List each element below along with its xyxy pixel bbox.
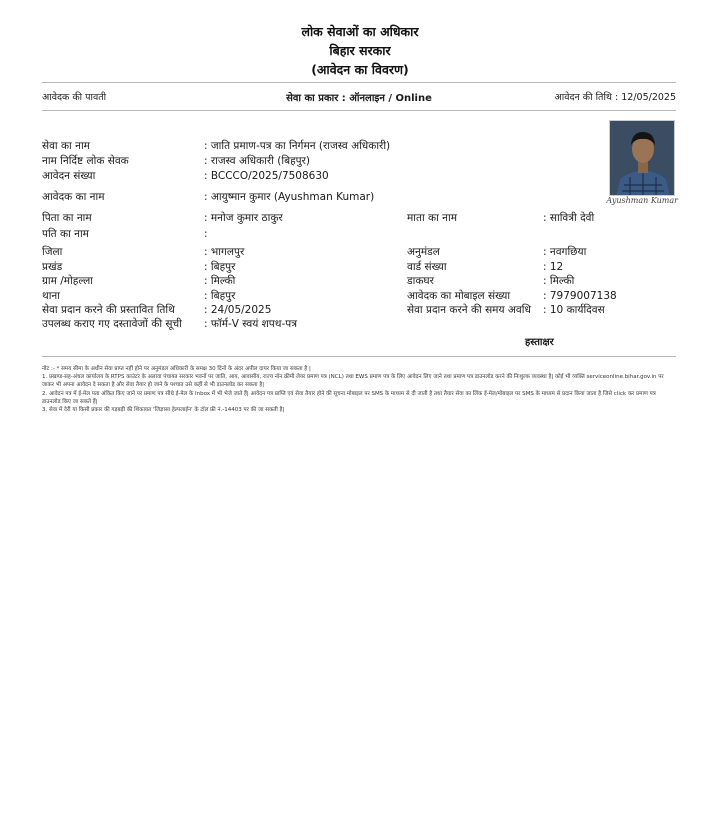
applicant-name-value: : आयुष्मान कुमार (Ayushman Kumar) bbox=[204, 191, 375, 203]
documents-label: उपलब्ध कराए गए दस्तावेजों की सूची bbox=[42, 318, 182, 330]
notes-divider bbox=[42, 356, 676, 357]
block-value: : बिहपुर bbox=[204, 261, 236, 273]
father-name-label: पिता का नाम bbox=[42, 212, 92, 224]
service-name-value: : जाति प्रमाण-पत्र का निर्गमन (राजस्व अधिकारी) bbox=[204, 140, 391, 152]
husband-name-value: : bbox=[204, 228, 208, 240]
subdivision-value: : नवगछिया bbox=[543, 246, 587, 258]
service-type: सेवा का प्रकार : ऑनलाइन / Online bbox=[286, 93, 432, 104]
note-2: 2. आवेदन पत्र में ई-मेल पता अंकित किए जाने पर प्रमाण पत्र सीधे ई-मेल के Inbox में भी भेजे जाते हैं| आवेदन पत्र प्राप्ति एवं सेवा तैयार होने की सूचना मोबाइल पर SMS के माध्यम से दी जाती है तथा तैयार सेवा का लिंक ई-मेल/मोबाइल पर SMS के माध्यम से प्रदान किया जाता है जिसे click कर प्रमाण पत्र डाउनलोड किए जा सकते हैं| bbox=[42, 390, 656, 405]
district-label: जिला bbox=[42, 246, 63, 258]
documents-value: : फॉर्म-V स्वयं शपथ-पत्र bbox=[204, 318, 297, 330]
note-intro: नोट :- * समय सीमा के अधीन सेवा प्राप्त नहीं होने पर अनुमंडल अधिकारी के समक्ष 30 दिनों के अंदर अपील दायर किया जा सकता है | bbox=[42, 366, 311, 372]
mother-name-value: : सावित्री देवी bbox=[543, 212, 595, 224]
police-station-value: : बिहपुर bbox=[204, 290, 236, 302]
application-number-value: : BCCCO/2025/7508630 bbox=[204, 170, 329, 182]
village-label: ग्राम /मोहल्ला bbox=[42, 275, 93, 287]
application-number-label: आवेदन संख्या bbox=[42, 170, 96, 182]
notes-section bbox=[42, 365, 676, 414]
header-government: बिहार सरकार bbox=[329, 43, 391, 58]
block-label: प्रखंड bbox=[42, 261, 63, 273]
officer-value: : राजस्व अधिकारी (बिहपुर) bbox=[204, 155, 311, 167]
village-value: : मिल्की bbox=[204, 275, 236, 287]
ward-label: वार्ड संख्या bbox=[407, 261, 447, 273]
info-divider bbox=[42, 110, 676, 111]
post-office-value: : मिल्की bbox=[543, 275, 575, 287]
signature-label: हस्ताक्षर bbox=[525, 337, 554, 348]
husband-name-label: पति का नाम bbox=[42, 228, 89, 240]
header-title: लोक सेवाओं का अधिकार bbox=[301, 24, 419, 39]
applicant-signature-image: Ayushman Kumar bbox=[606, 196, 678, 205]
mobile-value: : 7979007138 bbox=[543, 290, 617, 302]
service-period-value: : 10 कार्यदिवस bbox=[543, 304, 605, 316]
ward-value: : 12 bbox=[543, 261, 564, 273]
service-name-label: सेवा का नाम bbox=[42, 140, 90, 152]
police-station-label: थाना bbox=[42, 290, 60, 302]
service-period-label: सेवा प्रदान करने की समय अवधि bbox=[407, 304, 531, 316]
officer-label: नाम निर्दिष्ट लोक सेवक bbox=[42, 155, 129, 167]
post-office-label: डाकघर bbox=[407, 275, 434, 287]
delivery-date-value: : 24/05/2025 bbox=[204, 304, 272, 316]
document-header bbox=[0, 22, 720, 79]
note-3: 3. सेवा में देरी या किसी प्रकार की गड़बड़ी की शिकायत 'जिज्ञासा हेल्पलाईन' के टॉल फ्री नं.-14403 पर की जा सकती है| bbox=[42, 407, 285, 414]
mobile-label: आवेदक का मोबाइल संख्या bbox=[407, 290, 511, 302]
header-subtitle: (आवेदन का विवरण) bbox=[311, 62, 409, 77]
subdivision-label: अनुमंडल bbox=[407, 246, 440, 258]
info-bar bbox=[42, 90, 676, 106]
top-divider bbox=[42, 82, 676, 83]
application-date: आवेदन की तिथि : 12/05/2025 bbox=[554, 92, 676, 103]
delivery-date-label: सेवा प्रदान करने की प्रस्तावित तिथि bbox=[42, 304, 175, 316]
applicant-photo bbox=[609, 120, 675, 196]
note-1: 1. प्रखण्ड-सह-अंचल कार्यालय के RTPS काउंटर के अलावा पंचायत सरकार भवनों पर जाति, आय, आवासीय, राज्य नॉन क्रीमी लेयर प्रमाण पत्र (NCL) तथा EWS प्रमाण पत्र के लिए आवेदन लिए जाने तथा प्रमाण पत्र डाउनलोड करने की निःशुल्क व्यवस्था है| कोई भी व्यक्ति serviceonline.bihar.gov.in पर जाकर भी अपना आवेदन दे सकता है और सेवा तैयार हो जाने के पश्चात उसे कहीं से भी डाउनलोड कर सकता है| bbox=[42, 374, 664, 389]
receipt-label: आवेदक की पावती bbox=[42, 92, 107, 103]
applicant-name-label: आवेदक का नाम bbox=[42, 191, 105, 203]
district-value: : भागलपुर bbox=[204, 246, 245, 258]
mother-name-label: माता का नाम bbox=[407, 212, 457, 224]
father-name-value: : मनोज कुमार ठाकुर bbox=[204, 212, 283, 224]
